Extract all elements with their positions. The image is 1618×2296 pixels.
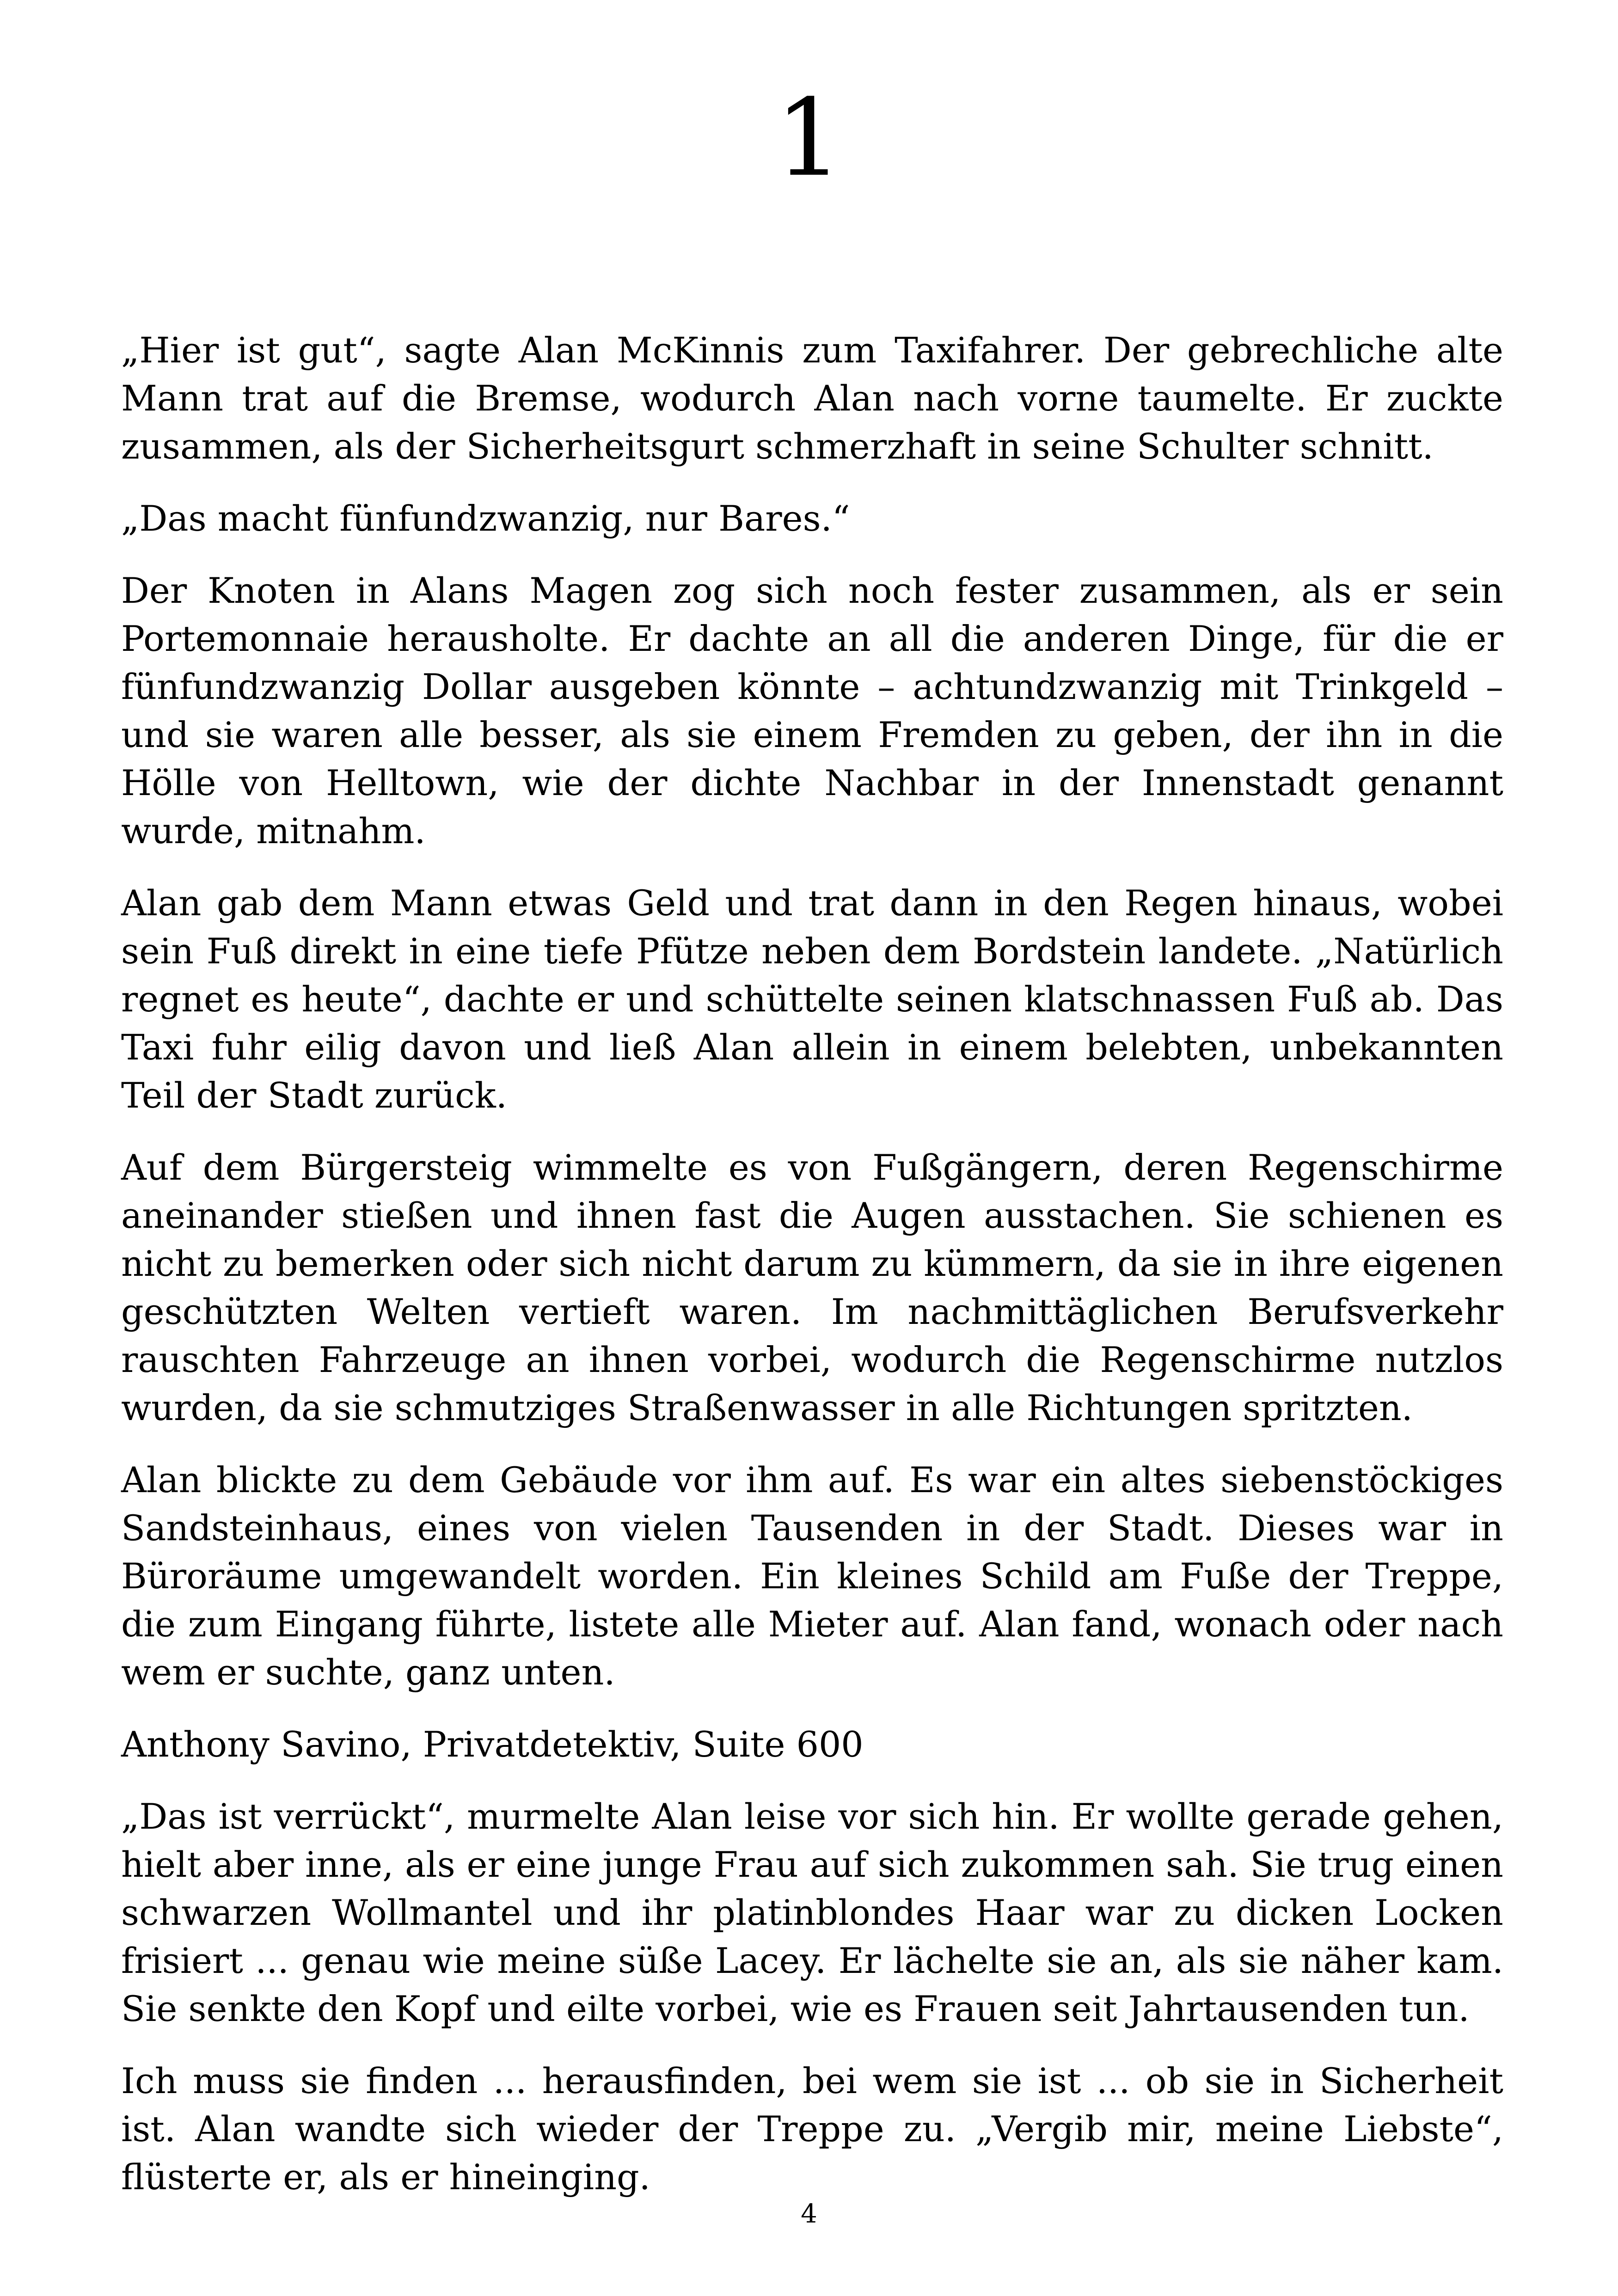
paragraph: „Hier ist gut“, sagte Alan McKinnis zum Taxifahrer. Der gebrechliche alte Mann trat auf die Bremse, wodurch Alan nach vorne taumelte. Er zuckte zusammen, als der Sicherheitsgurt schmerzhaft in seine Schulter schnitt.	[121, 330, 1503, 467]
paragraph: Alan blickte zu dem Gebäude vor ihm auf. Es war ein altes siebenstöckiges Sandsteinhaus, eines von vielen Tausenden in der Stadt. Dieses war in Büroräume umgewandelt worden. Ein kleines Schild am Fuße der Treppe, die zum Eingang führte, listete alle Mieter auf. Alan fand, wonach oder nach wem er suchte, ganz unten.	[121, 1459, 1503, 1693]
paragraph: „Das macht fünfundzwanzig, nur Bares.“	[121, 498, 850, 539]
page-number: 4	[801, 2199, 817, 2229]
chapter-text	[121, 326, 1503, 2225]
paragraph: Der Knoten in Alans Magen zog sich noch fester zusammen, als er sein Portemonnaie herausholte. Er dachte an all die anderen Dinge, für die er fünfundzwanzig Dollar ausgeben könnte – achtundzwanzig mit Trinkgeld – und sie waren alle besser, als sie einem Fremden zu geben, der ihn in die Hölle von Helltown, wie der dichte Nachbar in der Innenstadt genannt wurde, mitnahm.	[121, 570, 1503, 851]
paragraph: Alan gab dem Mann etwas Geld und trat dann in den Regen hinaus, wobei sein Fuß direkt in eine tiefe Pfütze neben dem Bordstein landete. „Natürlich regnet es heute“, dachte er und schüttelte seinen klatschnassen Fuß ab. Das Taxi fuhr eilig davon und ließ Alan allein in einem belebten, unbekannten Teil der Stadt zurück.	[121, 882, 1503, 1116]
paragraph: Ich muss sie finden ... herausfinden, bei wem sie ist ... ob sie in Sicherheit ist. Alan wandte sich wieder der Treppe zu. „Vergib mir, meine Liebste“, flüsterte er, als er hineinging.	[121, 2060, 1503, 2198]
chapter-number: 1	[775, 77, 843, 200]
paragraph: Auf dem Bürgersteig wimmelte es von Fußgängern, deren Regenschirme aneinander stießen und ihnen fast die Augen ausstachen. Sie schienen es nicht zu bemerken oder sich nicht darum zu kümmern, da sie in ihre eigenen geschützten Welten vertieft waren. Im nachmittäglichen Berufsverkehr rauschten Fahrzeuge an ihnen vorbei, wodurch die Regenschirme nutzlos wurden, da sie schmutziges Straßenwasser in alle Richtungen spritzten.	[121, 1147, 1503, 1428]
paragraph: Anthony Savino, Privatdetektiv, Suite 600	[121, 1724, 864, 1765]
paragraph: „Das ist verrückt“, murmelte Alan leise vor sich hin. Er wollte gerade gehen, hielt aber inne, als er eine junge Frau auf sich zukommen sah. Sie trug einen schwarzen Wollmantel und ihr platinblondes Haar war zu dicken Locken frisiert ... genau wie meine süße Lacey. Er lächelte sie an, als sie näher kam. Sie senkte den Kopf und eilte vorbei, wie es Frauen seit Jahrtausenden tun.	[121, 1796, 1503, 2029]
